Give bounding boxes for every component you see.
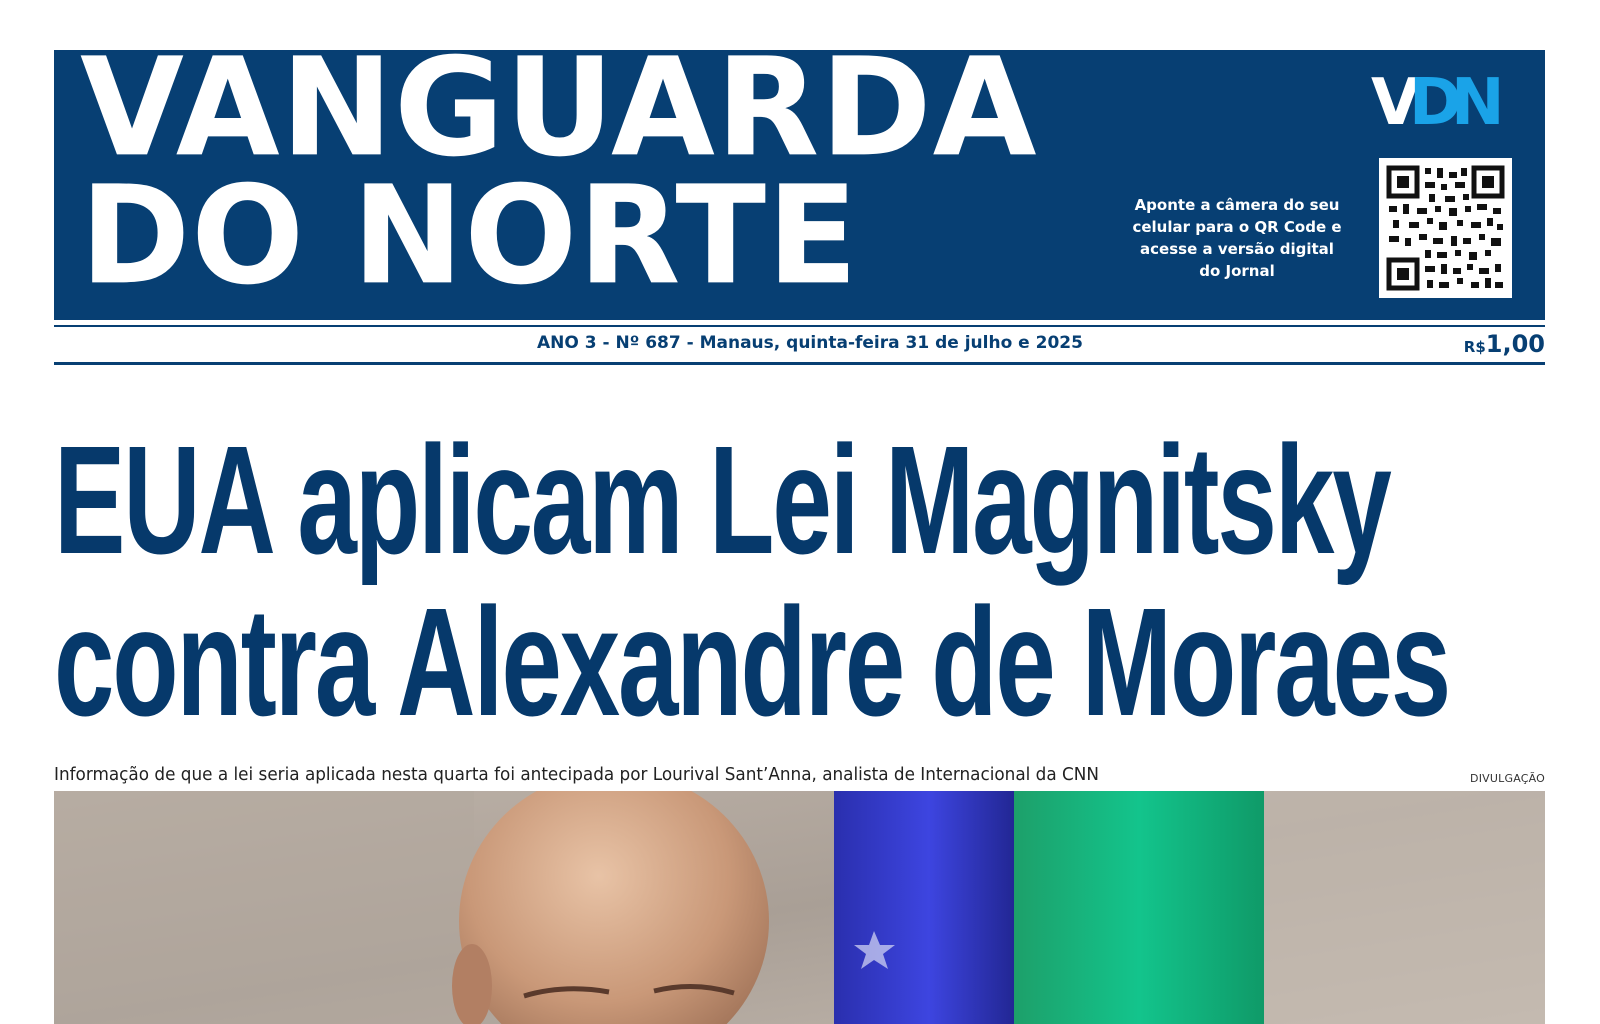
svg-text:D: D xyxy=(1409,66,1457,134)
headline-line-1: EUA aplicam Lei Magnitsky xyxy=(54,414,1390,587)
headline-line-2: contra Alexandre de Moraes xyxy=(54,576,1450,749)
lead-photo xyxy=(54,791,1545,1024)
price-currency: R$ xyxy=(1463,338,1486,356)
edition-info: ANO 3 - Nº 687 - Manaus, quinta-feira 31 de julho e 2025 xyxy=(537,333,1083,353)
price-value: 1,00 xyxy=(1485,330,1545,358)
bottom-rule xyxy=(54,362,1545,365)
edition-bar xyxy=(54,330,1545,360)
photo-credit: DIVULGAÇÃO xyxy=(1470,772,1545,785)
subhead: Informação de que a lei seria aplicada nesta quarta foi antecipada por Lourival Sant’Anna, analista de Internacional da CNN xyxy=(54,764,1099,785)
qr-caption: Aponte a câmera do seu celular para o QR Code e acesse a versão digital do Jornal xyxy=(1132,196,1342,280)
qr-code[interactable] xyxy=(1379,158,1512,298)
price xyxy=(1464,330,1545,358)
top-rule xyxy=(54,325,1545,327)
masthead xyxy=(54,50,1545,320)
masthead-title-line-2: DO NORTE xyxy=(80,156,859,315)
masthead-title-line-1: VANGUARDA xyxy=(80,50,1038,187)
headline xyxy=(54,414,1545,749)
svg-text:V: V xyxy=(1371,66,1415,134)
svg-text:N: N xyxy=(1451,66,1499,134)
vdn-logo xyxy=(1371,64,1511,134)
